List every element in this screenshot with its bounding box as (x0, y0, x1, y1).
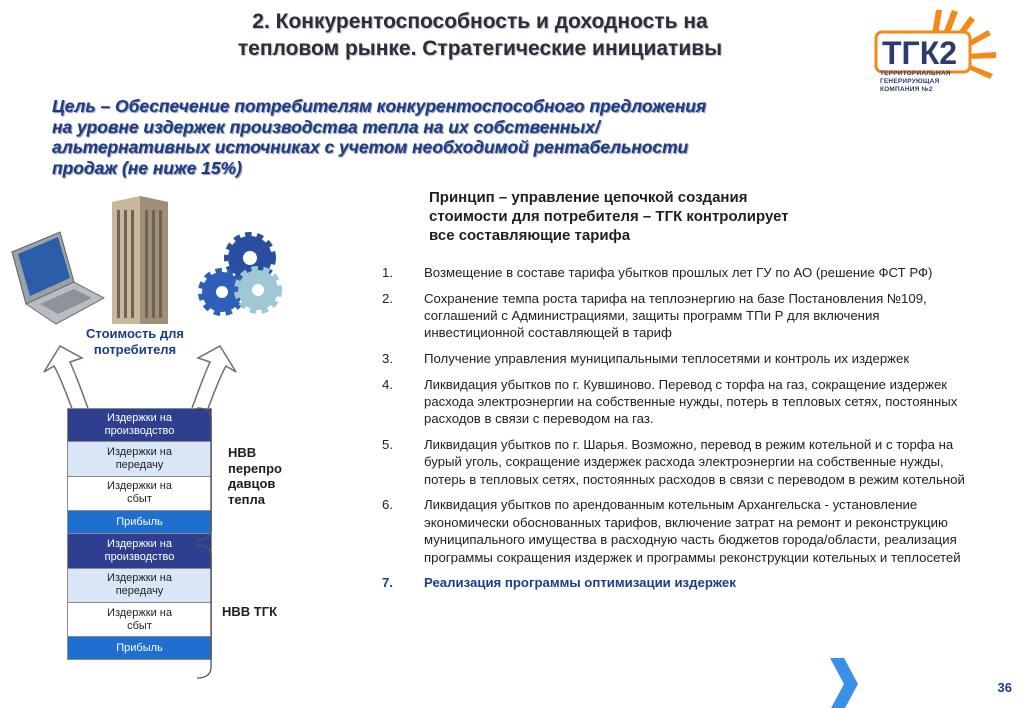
list-item-number: 3. (382, 351, 393, 366)
cost-stack (67, 408, 212, 660)
page-number: 36 (997, 680, 1012, 695)
nvv-producers-line: тепла (228, 491, 265, 507)
nvv-producers-label (228, 445, 298, 507)
list-item (382, 290, 982, 342)
gears-icon (202, 236, 278, 312)
list-item-highlighted (382, 574, 982, 591)
stack-cell-line-1: Издержки на (107, 480, 172, 493)
stack-cell-profit (67, 637, 212, 660)
goal-line-2: на уровне издержек производства тепла на их собственных/ (52, 116, 600, 137)
principle-statement (429, 188, 889, 245)
slide-title-line-1: 2. Конкурентоспособность и доходность на (252, 10, 708, 33)
list-item-number: 1. (382, 265, 393, 280)
nvv-producers-line: давцов (228, 476, 276, 491)
slide-title (150, 8, 810, 62)
logo-caption-line-3: КОМПАНИЯ №2 (880, 86, 933, 93)
logo-caption (880, 70, 1000, 94)
stack-cell-line-1: Прибыль (116, 515, 163, 528)
curved-arrows (30, 336, 250, 416)
stack-cell-production (67, 408, 212, 442)
list-item-text: Сохранение темпа роста тарифа на теплоэнергию на базе Постановления №109, соглашений с Администрациями, защиты программ ТПи Р для включения инвестиционной составляющей в тариф (424, 290, 927, 341)
list-item-number: 2. (382, 290, 393, 306)
building-icon (112, 196, 168, 324)
slide-title-line-2: тепловом рынке. Стратегические инициативы (237, 37, 723, 60)
goal-statement (52, 96, 852, 178)
next-chevron-icon (828, 658, 868, 708)
brace-producers (197, 408, 211, 540)
list-item (382, 264, 982, 281)
stack-cell-line-2: производство (104, 425, 175, 438)
logo-brand: ТГК2 (882, 35, 958, 71)
stack-cell-line-1: Издержки на (107, 446, 172, 459)
stack-cell-production (67, 534, 212, 568)
logo-caption-line-1: ТЕРРИТОРИАЛЬНАЯ (880, 70, 951, 77)
illustration (0, 190, 330, 330)
principle-line-1: Принцип – управление цепочкой создания (429, 189, 748, 206)
curved-arrow-left-icon (44, 346, 90, 414)
stack-cell-transmission (67, 569, 212, 603)
logo-caption-line-2: ГЕНЕРИРУЮЩАЯ (880, 78, 940, 85)
stack-cell-line-1: Издержки на (107, 572, 172, 585)
cost-label-line-1: Стоимость для (85, 326, 185, 341)
nvv-producers-line: НВВ (228, 445, 257, 460)
stack-cell-profit (67, 511, 212, 534)
list-item-text: Возмещение в составе тарифа убытков прошлых лет ГУ по АО (решение ФСТ РФ) (424, 265, 933, 280)
stack-cell-line-2: сбыт (127, 619, 152, 632)
stack-cell-line-2: производство (104, 550, 175, 563)
stack-cell-transmission (67, 442, 212, 476)
list-item-text: Ликвидация убытков по г. Кувшиново. Перевод с торфа на газ, сокращение издержек расхода электроэнергии на собственные нужды, потерь в тепловых сетях, постоянных расходов в связи с переводом на газ. (424, 376, 958, 427)
goal-line-4: продаж (не ниже 15%) (52, 157, 242, 178)
stack-cell-line-1: Издержки на (107, 537, 172, 550)
nvv-tgk-label: НВВ ТГК (222, 604, 278, 619)
nvv-producers-line: перепро (228, 460, 282, 476)
list-item (382, 350, 982, 367)
list-item-number: 7. (382, 575, 393, 591)
list-item-number: 6. (382, 497, 393, 513)
list-item (382, 496, 982, 566)
list-item (382, 376, 982, 428)
stack-cell-sales (67, 477, 212, 511)
principle-line-3: все составляющие тарифа (429, 227, 631, 244)
curved-arrow-right-icon (190, 346, 236, 414)
list-item-text: Получение управления муниципальными теплосетями и контроль их издержек (424, 351, 910, 366)
list-item-text: Реализация программы оптимизации издержек (424, 575, 736, 591)
list-item-number: 5. (382, 437, 393, 452)
principle-line-2: стоимости для потребителя – ТГК контролирует (429, 208, 789, 225)
list-item (382, 436, 982, 488)
stack-cell-line-2: сбыт (127, 493, 152, 506)
list-item-text: Ликвидация убытков по арендованным котельным Архангельска - установление экономически обоснованных тарифов, включение затрат на ремонт и реконструкцию муниципального имущества в расходную часть бюджетов города/области, реализация программы сокращения издержек и программы реконструкции котельных и теплосетей (424, 497, 961, 565)
laptop-icon (12, 232, 104, 324)
stack-braces (195, 405, 225, 685)
stack-cell-sales (67, 603, 212, 637)
brace-tgk (197, 545, 211, 678)
goal-line-3: альтернативных источниках с учетом необходимой рентабельности (52, 137, 689, 157)
stack-cell-line-2: передачу (115, 459, 164, 472)
stack-cell-line-1: Издержки на (107, 412, 172, 425)
cost-label-line-2: потребителя (93, 342, 177, 357)
stack-cell-line-2: передачу (115, 585, 164, 598)
goal-line-1: Цель – Обеспечение потребителям конкурентоспособного предложения (52, 96, 707, 116)
list-item-text: Ликвидация убытков по г. Шарья. Возможно, перевод в режим котельной и с торфа на бурый уголь, сокращение издержек расхода электроэнергии на собственные нужды, потерь в тепловых сетях, постоянных расходов в связи с переводом в режим котельной (424, 437, 965, 487)
initiatives-list (382, 264, 982, 600)
stack-cell-line-1: Прибыль (116, 641, 163, 654)
stack-cell-line-1: Издержки на (107, 606, 172, 619)
list-item-number: 4. (382, 376, 393, 392)
